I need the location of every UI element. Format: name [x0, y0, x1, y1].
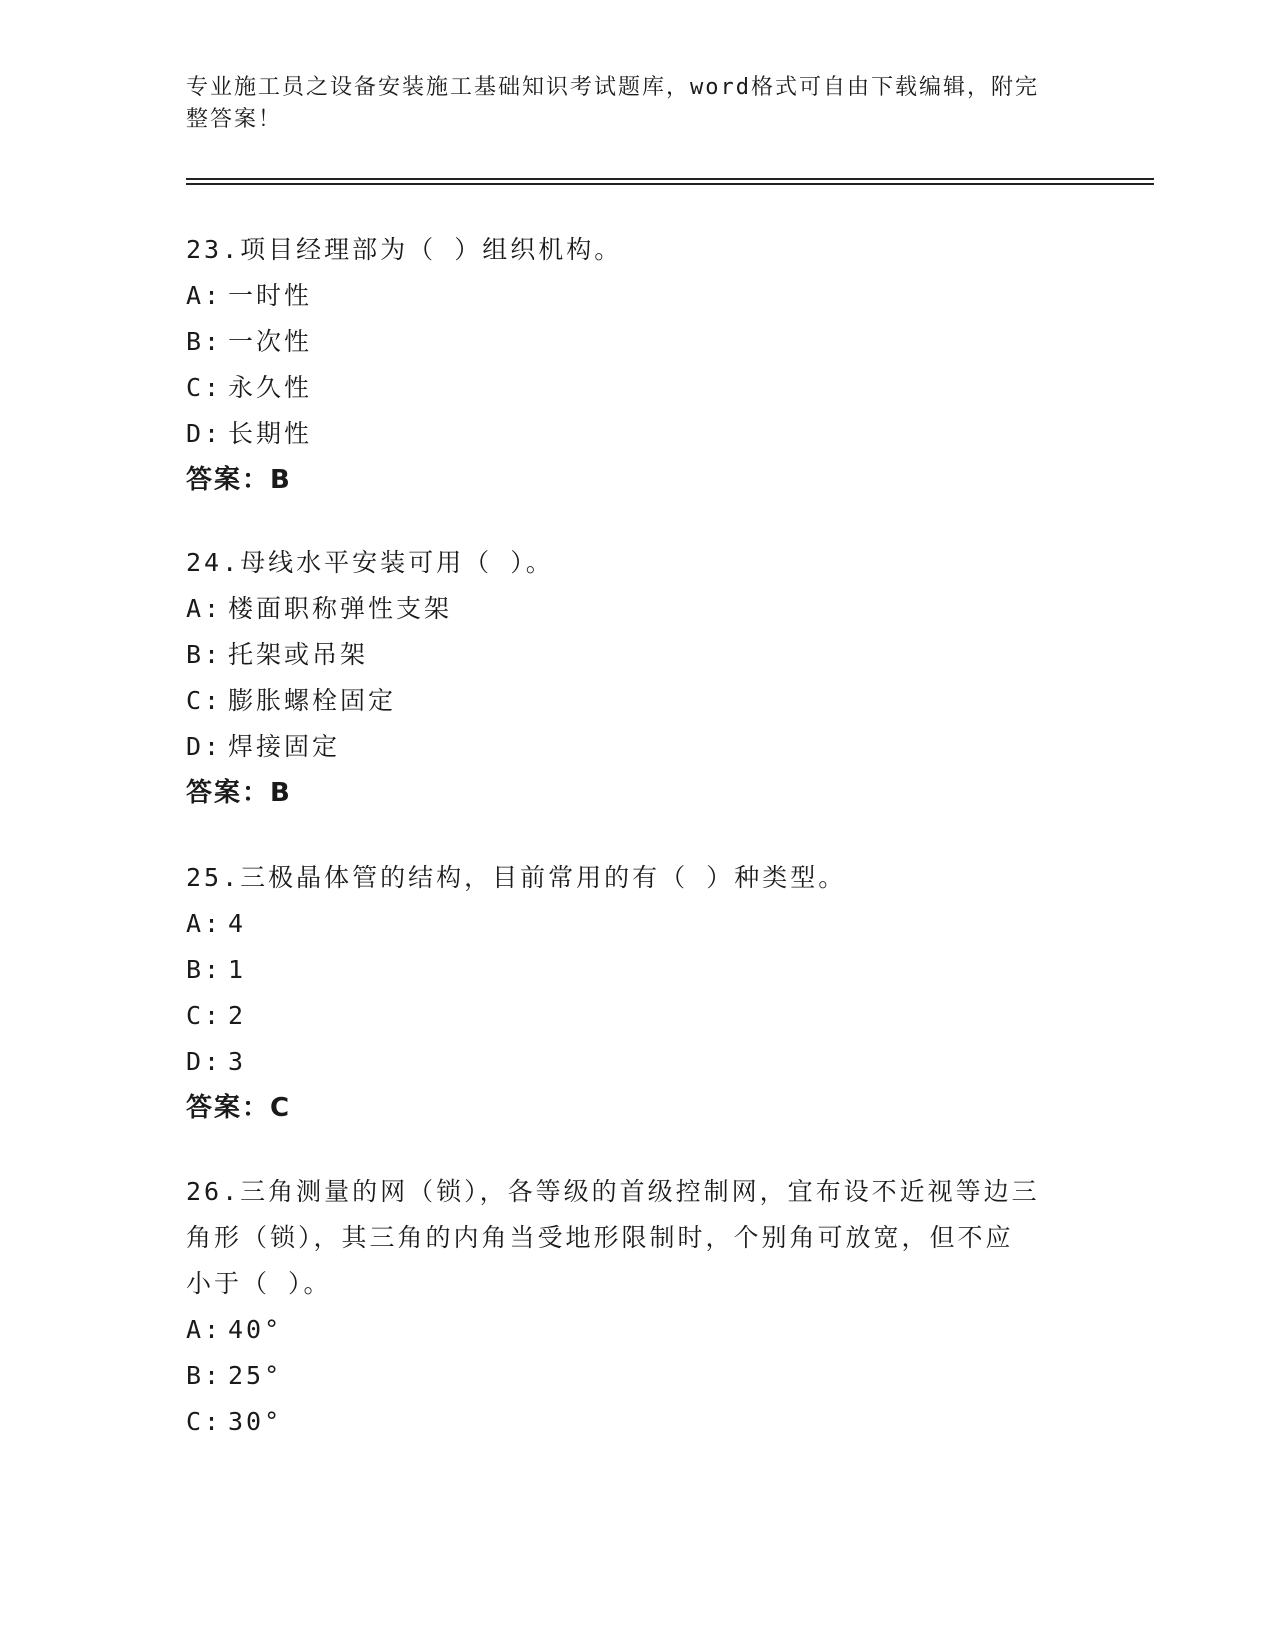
option-c [186, 365, 1086, 411]
option-b [186, 319, 1086, 365]
option-letter: A: [186, 281, 223, 310]
option-d [186, 1039, 1086, 1085]
question-26 [186, 1169, 1086, 1445]
question-stem: 25.三极晶体管的结构，目前常用的有（ ）种类型。 [186, 863, 847, 892]
option-text: 托架或吊架 [228, 640, 369, 669]
option-text: 3 [228, 1047, 247, 1076]
option-c [186, 678, 1086, 724]
document-header [186, 72, 1066, 136]
option-text: 40° [228, 1315, 283, 1344]
option-letter: A: [186, 594, 223, 623]
option-text: 1 [228, 955, 247, 984]
option-d [186, 411, 1086, 457]
option-a [186, 586, 1086, 632]
option-letter: B: [186, 1361, 223, 1390]
option-text: 一次性 [228, 327, 313, 356]
option-letter: D: [186, 419, 223, 448]
option-a [186, 1307, 1086, 1353]
question-stem: 24.母线水平安装可用（ ）。 [186, 548, 554, 577]
option-letter: B: [186, 955, 223, 984]
question-23 [186, 227, 1086, 503]
option-text: 2 [228, 1001, 247, 1030]
option-letter: C: [186, 1001, 223, 1030]
option-d [186, 724, 1086, 770]
option-letter: C: [186, 686, 223, 715]
option-text: 25° [228, 1361, 283, 1390]
option-b [186, 1353, 1086, 1399]
option-letter: B: [186, 640, 223, 669]
option-b [186, 947, 1086, 993]
question-25 [186, 855, 1086, 1131]
header-divider-top [186, 178, 1154, 180]
option-letter: C: [186, 373, 223, 402]
option-letter: A: [186, 1315, 223, 1344]
question-stem: 23.项目经理部为（ ）组织机构。 [186, 235, 623, 264]
option-b [186, 632, 1086, 678]
option-text: 膨胀螺栓固定 [228, 686, 397, 715]
option-letter: C: [186, 1407, 223, 1436]
option-a [186, 273, 1086, 319]
option-a [186, 901, 1086, 947]
answer-label: 答案：B [186, 778, 292, 808]
header-line-1: 专业施工员之设备安装施工基础知识考试题库，word格式可自由下载编辑，附完 [186, 75, 1039, 100]
option-text: 楼面职称弹性支架 [228, 594, 453, 623]
option-text: 永久性 [228, 373, 313, 402]
header-divider-bottom [186, 183, 1154, 185]
option-text: 4 [228, 909, 247, 938]
option-text: 30° [228, 1407, 283, 1436]
option-letter: D: [186, 1047, 223, 1076]
option-text: 焊接固定 [228, 732, 341, 761]
option-letter: D: [186, 732, 223, 761]
header-line-2: 整答案！ [186, 107, 283, 132]
question-stem-line-3: 小于（ ）。 [186, 1269, 332, 1298]
question-stem-line-2: 角形（锁），其三角的内角当受地形限制时，个别角可放宽，但不应 [186, 1223, 1014, 1252]
question-stem-line-1: 26.三角测量的网（锁），各等级的首级控制网，宜布设不近视等边三 [186, 1177, 1040, 1206]
option-c [186, 1399, 1086, 1445]
answer-label: 答案：B [186, 465, 292, 495]
option-letter: B: [186, 327, 223, 356]
answer-label: 答案：C [186, 1093, 292, 1123]
option-text: 长期性 [228, 419, 313, 448]
option-text: 一时性 [228, 281, 313, 310]
option-letter: A: [186, 909, 223, 938]
option-c [186, 993, 1086, 1039]
question-24 [186, 540, 1086, 816]
